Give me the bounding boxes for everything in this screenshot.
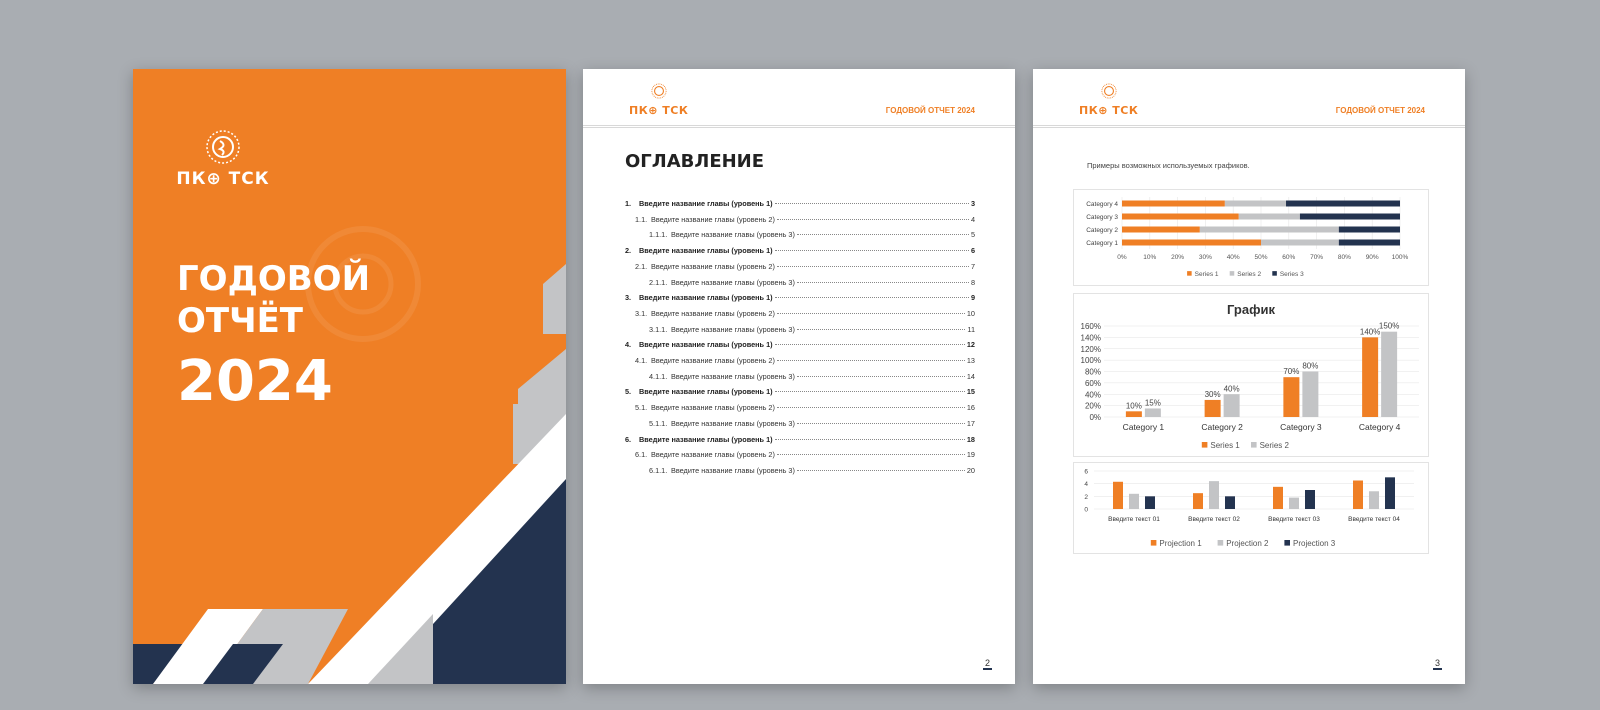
bar	[1385, 477, 1395, 509]
toc-entry-page: 6	[970, 246, 975, 256]
toc-leader-dots	[775, 439, 965, 440]
bar	[1145, 496, 1155, 509]
toc-entry-page: 14	[966, 371, 975, 381]
toc-entry[interactable]	[649, 466, 975, 475]
y-tick-label: 120%	[1080, 344, 1101, 354]
toc-leader-dots	[775, 250, 969, 251]
toc-entry[interactable]	[635, 215, 975, 224]
category-label: Введите текст 01	[1108, 516, 1160, 523]
sun-emblem-icon	[205, 129, 241, 165]
toc-leader-dots	[775, 203, 969, 204]
bar-segment	[1286, 201, 1400, 207]
toc-entry-page: 8	[970, 277, 975, 287]
y-tick-label: 160%	[1080, 322, 1101, 331]
category-label: Category 2	[1086, 227, 1118, 234]
bar	[1302, 372, 1318, 418]
header-title: ГОДОВОЙ ОТЧЕТ 2024	[885, 106, 975, 115]
cover-logo	[173, 129, 273, 189]
sun-emblem-icon	[651, 83, 667, 99]
bar-segment	[1339, 240, 1400, 246]
x-tick-label: 100%	[1391, 254, 1409, 261]
toc-entry-page: 4	[970, 214, 975, 224]
toc-leader-dots	[777, 266, 969, 267]
bar	[1205, 400, 1221, 417]
toc-entry[interactable]	[625, 340, 975, 349]
toc-entry[interactable]	[625, 293, 975, 302]
toc-entry-text: Введите название главы (уровень 3)	[671, 277, 795, 287]
data-label: 10%	[1125, 401, 1142, 411]
bar	[1209, 481, 1219, 509]
toc-entry[interactable]	[649, 278, 975, 287]
legend-label: Series 1	[1210, 441, 1240, 450]
bar	[1129, 494, 1139, 509]
toc-entry[interactable]	[625, 199, 975, 208]
toc-entry[interactable]	[635, 309, 975, 318]
column-chart-svg	[1074, 294, 1428, 456]
data-label: 140%	[1359, 327, 1381, 337]
legend-swatch	[1218, 540, 1224, 546]
y-tick-label: 40%	[1084, 390, 1101, 400]
y-tick-label: 80%	[1084, 367, 1101, 377]
legend-label: Series 2	[1237, 271, 1262, 278]
toc-leader-dots	[797, 329, 966, 330]
toc-leader-dots	[777, 454, 965, 455]
toc-entry-text: Введите название главы (уровень 2)	[651, 308, 775, 318]
bar	[1225, 496, 1235, 509]
data-label: 150%	[1378, 321, 1400, 331]
y-tick-label: 140%	[1080, 333, 1101, 343]
toc-entry-number: 5.1.	[635, 403, 648, 413]
toc-entry[interactable]	[625, 435, 975, 444]
bar	[1283, 377, 1299, 417]
toc-entry[interactable]	[649, 325, 975, 334]
cover-title-line1: ГОДОВОЙ	[177, 259, 371, 299]
toc-leader-dots	[775, 344, 965, 345]
bar	[1362, 337, 1378, 417]
toc-leader-dots	[775, 297, 969, 298]
toc-page	[583, 69, 1015, 684]
legend-label: Projection 2	[1226, 539, 1269, 548]
toc-entry[interactable]	[649, 230, 975, 239]
toc-leader-dots	[797, 234, 969, 235]
toc-entry-text: Введите название главы (уровень 3)	[671, 465, 795, 475]
toc-entry-text: Введите название главы (уровень 3)	[671, 418, 795, 428]
toc-entry[interactable]	[625, 387, 975, 396]
toc-entry-page: 10	[966, 308, 975, 318]
toc-entry-number: 6.1.	[635, 450, 648, 460]
data-label: 80%	[1302, 361, 1319, 371]
toc-leader-dots	[797, 282, 969, 283]
bar-segment	[1122, 240, 1261, 246]
legend-swatch	[1187, 271, 1192, 276]
toc-entry[interactable]	[649, 419, 975, 428]
toc-entry-number: 1.1.1.	[649, 230, 668, 240]
toc-entry[interactable]	[649, 372, 975, 381]
legend-label: Projection 1	[1159, 539, 1202, 548]
legend-label: Projection 3	[1293, 539, 1336, 548]
x-tick-label: 0%	[1117, 254, 1127, 261]
toc-entry-number: 3.	[625, 293, 632, 303]
bar	[1305, 490, 1315, 509]
category-label: Category 1	[1122, 422, 1165, 432]
toc-leader-dots	[777, 219, 969, 220]
toc-entry-number: 6.	[625, 434, 632, 444]
toc-leader-dots	[777, 407, 965, 408]
toc-entry-page: 18	[966, 434, 975, 444]
bar	[1145, 408, 1161, 417]
legend-swatch	[1151, 540, 1157, 546]
chart-title: График	[1227, 302, 1275, 317]
bar-segment	[1239, 214, 1300, 220]
y-tick-label: 0%	[1089, 413, 1101, 422]
column-chart	[1073, 293, 1429, 457]
legend-label: Series 2	[1259, 441, 1289, 450]
bar	[1193, 493, 1203, 509]
x-tick-label: 80%	[1337, 254, 1351, 261]
toc-entry-number: 6.1.1.	[649, 465, 668, 475]
y-tick-label: 60%	[1084, 378, 1101, 388]
category-label: Введите текст 02	[1188, 516, 1240, 523]
category-label: Category 4	[1086, 201, 1118, 208]
bar-segment	[1122, 227, 1200, 233]
legend-label: Series 1	[1194, 271, 1219, 278]
header-brand: ПК⊕ ТСК	[1079, 104, 1139, 117]
bar-segment	[1300, 214, 1400, 220]
header-brand: ПК⊕ ТСК	[629, 104, 689, 117]
cover-title-line2: ОТЧЁТ	[177, 301, 303, 341]
cover-page	[133, 69, 566, 684]
legend-label: Series 3	[1279, 271, 1304, 278]
toc-entry-number: 5.	[625, 387, 632, 397]
x-tick-label: 50%	[1254, 254, 1268, 261]
toc-entry-number: 4.1.1.	[649, 371, 668, 381]
category-label: Category 3	[1086, 214, 1118, 221]
projection-chart	[1073, 462, 1429, 554]
toc-entry-number: 3.1.1.	[649, 324, 668, 334]
toc-leader-dots	[777, 313, 965, 314]
header-title: ГОДОВОЙ ОТЧЕТ 2024	[1335, 106, 1425, 115]
legend-swatch	[1251, 442, 1257, 448]
bar-segment	[1122, 201, 1225, 207]
bar	[1369, 491, 1379, 509]
bar	[1126, 411, 1142, 417]
toc-entry-page: 11	[967, 324, 975, 334]
y-tick-label: 4	[1084, 481, 1088, 489]
toc-entry-page: 9	[970, 293, 975, 303]
bar-segment	[1261, 240, 1339, 246]
y-tick-label: 100%	[1080, 356, 1101, 366]
x-tick-label: 40%	[1226, 254, 1240, 261]
toc-entry-number: 1.	[625, 199, 632, 208]
legend-swatch	[1284, 540, 1290, 546]
toc-entry-text: Введите название главы (уровень 2)	[651, 261, 775, 271]
toc-entry[interactable]	[625, 246, 975, 255]
toc-entry-text: Введите название главы (уровень 1)	[639, 387, 773, 397]
y-tick-label: 0	[1084, 506, 1088, 514]
toc-entry-number: 4.1.	[635, 356, 648, 365]
page-number: 2	[985, 658, 991, 668]
category-label: Category 4	[1358, 422, 1401, 432]
bar-segment	[1122, 214, 1239, 220]
bar	[1224, 394, 1240, 417]
bar-segment	[1200, 227, 1339, 233]
toc-entry-page: 20	[966, 465, 975, 475]
bar	[1381, 332, 1397, 417]
bar	[1273, 487, 1283, 509]
toc-entry[interactable]	[635, 403, 975, 412]
category-label: Category 2	[1201, 422, 1243, 432]
page-number: 3	[1435, 658, 1441, 668]
toc-entry-text: Введите название главы (уровень 2)	[651, 356, 775, 365]
x-tick-label: 20%	[1171, 254, 1185, 261]
data-label: 30%	[1204, 389, 1221, 399]
toc-entry-text: Введите название главы (уровень 3)	[671, 230, 795, 240]
x-tick-label: 30%	[1198, 254, 1212, 261]
toc-entry-text: Введите название главы (уровень 1)	[639, 293, 773, 303]
stacked-bar-chart-svg	[1074, 190, 1428, 285]
toc-entry-text: Введите название главы (уровень 2)	[651, 403, 775, 413]
toc-entry-page: 17	[966, 418, 975, 428]
toc-entry[interactable]	[635, 262, 975, 271]
toc-entry-number: 3.1.	[635, 308, 648, 318]
toc-entry-text: Введите название главы (уровень 1)	[639, 434, 773, 444]
header-logo	[1079, 83, 1138, 117]
page-header	[583, 69, 1015, 128]
category-label: Category 3	[1280, 422, 1322, 432]
projection-chart-svg	[1074, 463, 1428, 553]
toc-entry-page: 16	[966, 403, 975, 413]
legend-swatch	[1272, 271, 1277, 276]
toc-entry-number: 2.1.1.	[649, 277, 668, 287]
stacked-bar-chart	[1073, 189, 1429, 286]
toc-leader-dots	[775, 391, 965, 392]
data-label: 15%	[1144, 398, 1161, 408]
toc-leader-dots	[777, 360, 965, 361]
x-tick-label: 10%	[1143, 254, 1157, 261]
toc-entry-text: Введите название главы (уровень 2)	[651, 450, 775, 460]
toc-leader-dots	[797, 470, 965, 471]
x-tick-label: 90%	[1365, 254, 1379, 261]
charts-intro: Примеры возможных используемых графиков.	[1087, 161, 1250, 170]
toc-entry-number: 5.1.1.	[649, 418, 668, 428]
toc-entry-page: 13	[966, 356, 975, 365]
bar	[1289, 498, 1299, 509]
toc-entry-number: 1.1.	[635, 214, 648, 224]
legend-swatch	[1230, 271, 1235, 276]
toc-entry-text: Введите название главы (уровень 1)	[639, 199, 773, 208]
toc-entry-page: 3	[970, 199, 975, 208]
bar-segment	[1225, 201, 1286, 207]
toc-entry-text: Введите название главы (уровень 1)	[639, 246, 773, 256]
y-tick-label: 20%	[1084, 401, 1101, 411]
legend-swatch	[1202, 442, 1208, 448]
category-label: Category 1	[1086, 240, 1118, 247]
cover-brand: ПК⊕ ТСК	[176, 169, 270, 189]
y-tick-label: 2	[1084, 493, 1088, 501]
toc-entry-page: 19	[966, 450, 975, 460]
x-tick-label: 70%	[1310, 254, 1324, 261]
toc-heading: ОГЛАВЛЕНИЕ	[625, 151, 765, 172]
toc-leader-dots	[797, 423, 965, 424]
toc-entry-page: 7	[970, 261, 975, 271]
toc-entry-text: Введите название главы (уровень 2)	[651, 214, 775, 224]
toc-entry-text: Введите название главы (уровень 1)	[639, 340, 773, 350]
category-label: Введите текст 04	[1348, 516, 1400, 523]
toc-entry-number: 2.1.	[635, 261, 648, 271]
cover-year: 2024	[177, 349, 333, 414]
category-label: Введите текст 03	[1268, 516, 1320, 523]
header-logo	[629, 83, 688, 117]
y-tick-label: 6	[1084, 468, 1088, 476]
toc-entry-text: Введите название главы (уровень 3)	[671, 371, 795, 381]
toc-entry-number: 4.	[625, 340, 632, 350]
toc-entry-page: 15	[966, 387, 975, 397]
toc-entry-number: 2.	[625, 246, 632, 256]
bar-segment	[1339, 227, 1400, 233]
toc-entry-page: 12	[966, 340, 975, 350]
data-label: 40%	[1223, 384, 1240, 394]
toc-entry-text: Введите название главы (уровень 3)	[671, 324, 795, 334]
sun-emblem-icon	[1101, 83, 1117, 99]
toc-leader-dots	[797, 376, 965, 377]
toc-entry-page: 5	[970, 230, 975, 240]
bar	[1113, 482, 1123, 509]
charts-page	[1033, 69, 1465, 684]
toc-entry[interactable]	[635, 356, 975, 365]
data-label: 70%	[1283, 367, 1300, 377]
bar	[1353, 481, 1363, 510]
x-tick-label: 60%	[1282, 254, 1296, 261]
toc-entry[interactable]	[635, 450, 975, 459]
page-header	[1033, 69, 1465, 128]
